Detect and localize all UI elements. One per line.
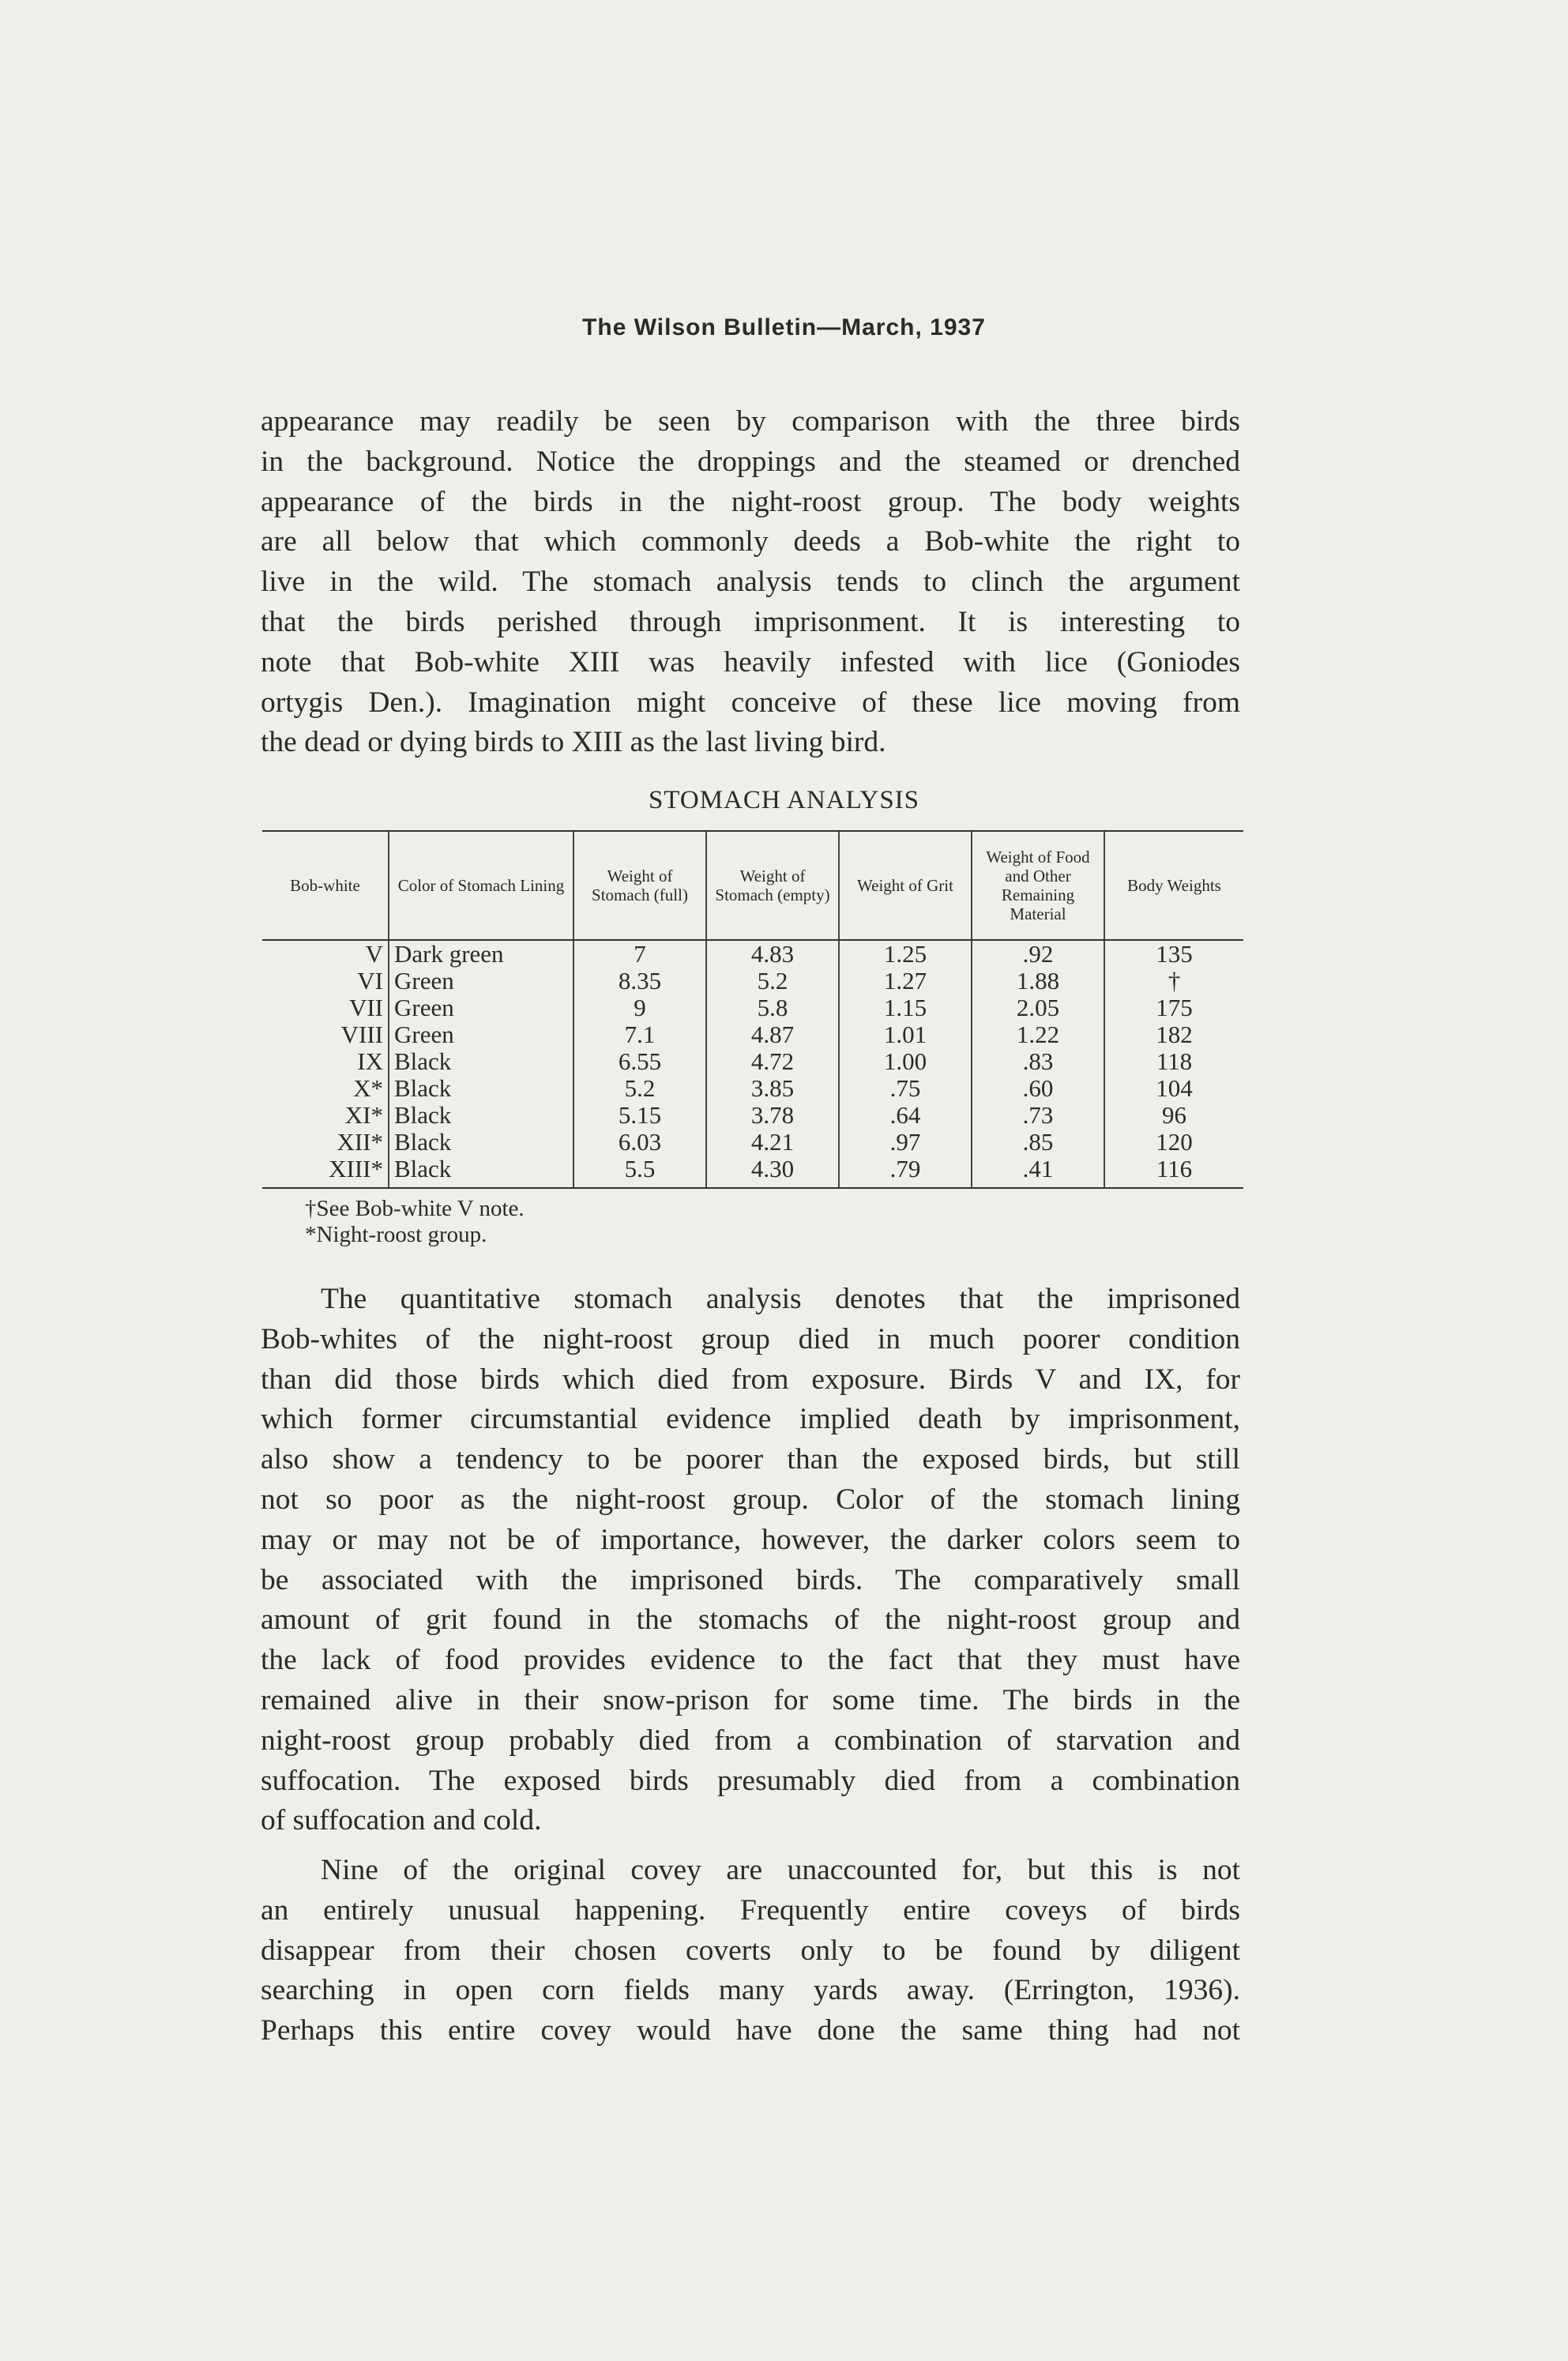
- table-cell: 104: [1104, 1075, 1243, 1102]
- table-cell: 3.85: [706, 1075, 839, 1102]
- text-line: not so poor as the night-roost group. Color of the stomach lining: [261, 1483, 1240, 1516]
- table-cell: VII: [348, 994, 383, 1021]
- table-cell: .60: [972, 1075, 1104, 1102]
- table-cell: Green: [389, 994, 573, 1021]
- table-cell: 6.03: [573, 1129, 706, 1156]
- text-line: of suffocation and cold.: [261, 1804, 542, 1837]
- table-cell: Black: [389, 1156, 573, 1188]
- text-line: disappear from their chosen coverts only to be found by diligent: [261, 1934, 1240, 1967]
- table-cell: Green: [389, 1021, 573, 1048]
- table-cell: VI: [357, 967, 383, 994]
- table-cell: 9: [573, 994, 706, 1021]
- table-row: [262, 1048, 1243, 1075]
- text-line: that the birds perished through imprisonment. It is interesting to: [261, 605, 1240, 638]
- table-cell: †: [1104, 968, 1243, 994]
- table-cell: 120: [1104, 1129, 1243, 1156]
- table-row: [262, 968, 1243, 994]
- table-cell: 5.2: [706, 968, 839, 994]
- table-row: [262, 1102, 1243, 1129]
- table-cell: .85: [972, 1129, 1104, 1156]
- table-cell: X*: [353, 1074, 383, 1102]
- table-footnotes: [305, 1196, 525, 1248]
- text-line: the lack of food provides evidence to the fact that they must have: [261, 1644, 1240, 1677]
- table-cell: 118: [1104, 1048, 1243, 1075]
- table-cell: 5.8: [706, 994, 839, 1021]
- text-line: ortygis Den.). Imagination might conceive of these lice moving from: [261, 686, 1240, 719]
- text-line: also show a tendency to be poorer than the exposed birds, but still: [261, 1443, 1240, 1476]
- table-cell: V: [365, 940, 383, 968]
- column-header: Weight of Food and Other Remaining Material: [972, 831, 1104, 940]
- text-line: an entirely unusual happening. Frequently entire coveys of birds: [261, 1893, 1240, 1927]
- column-header: Body Weights: [1104, 831, 1243, 940]
- table-row: [262, 994, 1243, 1021]
- table-cell: 8.35: [573, 968, 706, 994]
- table-cell: .92: [972, 940, 1104, 968]
- table-cell: 96: [1104, 1102, 1243, 1129]
- table-cell: 4.83: [706, 940, 839, 968]
- table-cell: Black: [389, 1129, 573, 1156]
- column-header: Bob-white: [262, 831, 389, 940]
- table-cell: 5.5: [573, 1156, 706, 1188]
- table-cell: Green: [389, 968, 573, 994]
- column-header: Weight of Stomach (full): [573, 831, 706, 940]
- text-line: The quantitative stomach analysis denotes that the imprisoned: [321, 1283, 1240, 1315]
- table-cell: Black: [389, 1048, 573, 1075]
- table-cell: .75: [839, 1075, 972, 1102]
- intro-paragraph: [261, 402, 1240, 763]
- covey-paragraph: [261, 1851, 1240, 2051]
- column-header: Color of Stomach Lining: [389, 831, 573, 940]
- table-row: [262, 1156, 1243, 1188]
- table-cell: 175: [1104, 994, 1243, 1021]
- table-row: [262, 1075, 1243, 1102]
- table-cell: .73: [972, 1102, 1104, 1129]
- table-cell: 1.01: [839, 1021, 972, 1048]
- table-cell: 1.88: [972, 968, 1104, 994]
- text-line: amount of grit found in the stomachs of the night-roost group and: [261, 1603, 1240, 1637]
- table-cell: 4.30: [706, 1156, 839, 1188]
- table-cell: 5.15: [573, 1102, 706, 1129]
- table-cell: 2.05: [972, 994, 1104, 1021]
- table-row: [262, 1021, 1243, 1048]
- table-cell: 1.25: [839, 940, 972, 968]
- table-cell: Black: [389, 1075, 573, 1102]
- table-cell: 4.21: [706, 1129, 839, 1156]
- table-cell: 3.78: [706, 1102, 839, 1129]
- text-line: searching in open corn fields many yards away. (Errington, 1936).: [261, 1974, 1240, 2007]
- text-line: night-roost group probably died from a combination of starvation and: [261, 1724, 1240, 1757]
- table-cell: XI*: [344, 1101, 383, 1129]
- table-cell: 4.72: [706, 1048, 839, 1075]
- table-row: [262, 940, 1243, 968]
- table-title: STOMACH ANALYSIS: [648, 786, 920, 814]
- text-line: Perhaps this entire covey would have done the same thing had not: [261, 2014, 1240, 2047]
- text-line: remained alive in their snow-prison for some time. The birds in the: [261, 1683, 1240, 1716]
- table-cell: 1.15: [839, 994, 972, 1021]
- table-cell: 1.00: [839, 1048, 972, 1075]
- table-cell: IX: [357, 1047, 383, 1075]
- text-line: in the background. Notice the droppings and the steamed or drenched: [261, 445, 1240, 478]
- table-cell: 7: [573, 940, 706, 968]
- text-line: be associated with the imprisoned birds. The comparatively small: [261, 1563, 1240, 1596]
- column-header: Weight of Grit: [839, 831, 972, 940]
- running-head: The Wilson Bulletin—March, 1937: [582, 314, 986, 340]
- table-cell: .97: [839, 1129, 972, 1156]
- stomach-analysis-table: [262, 830, 1243, 1189]
- table-cell: XII*: [337, 1128, 383, 1156]
- table-row: [262, 1129, 1243, 1156]
- table-cell: .83: [972, 1048, 1104, 1075]
- text-line: may or may not be of importance, however, the darker colors seem to: [261, 1523, 1240, 1556]
- analysis-paragraph: [261, 1280, 1240, 1841]
- text-line: live in the wild. The stomach analysis tends to clinch the argument: [261, 566, 1240, 599]
- column-header: Weight of Stomach (empty): [706, 831, 839, 940]
- table-cell: VIII: [340, 1021, 383, 1048]
- table-cell: 7.1: [573, 1021, 706, 1048]
- text-line: note that Bob-white XIII was heavily infested with lice (Goniodes: [261, 645, 1240, 679]
- table-cell: 4.87: [706, 1021, 839, 1048]
- text-line: appearance of the birds in the night-roost group. The body weights: [261, 485, 1240, 518]
- table-cell: XIII*: [262, 1156, 389, 1188]
- table-cell: 5.2: [573, 1075, 706, 1102]
- table-cell: 182: [1104, 1021, 1243, 1048]
- text-line: the dead or dying birds to XIII as the last living bird.: [261, 726, 886, 759]
- text-line: are all below that which commonly deeds a Bob-white the right to: [261, 525, 1240, 558]
- table-cell: Black: [389, 1102, 573, 1129]
- table-cell: 1.27: [839, 968, 972, 994]
- table-cell: 6.55: [573, 1048, 706, 1075]
- table-cell: Dark green: [389, 940, 573, 968]
- text-line: which former circumstantial evidence implied death by imprisonment,: [261, 1403, 1240, 1436]
- text-line: suffocation. The exposed birds presumably died from a combination: [261, 1764, 1240, 1797]
- text-line: appearance may readily be seen by comparison with the three birds: [261, 405, 1240, 438]
- footnote-asterisk: *Night-roost group.: [305, 1222, 487, 1247]
- footnote-dagger: †See Bob-white V note.: [305, 1196, 525, 1221]
- text-line: Nine of the original covey are unaccounted for, but this is not: [321, 1854, 1240, 1886]
- table-cell: 1.22: [972, 1021, 1104, 1048]
- text-line: Bob-whites of the night-roost group died in much poorer condition: [261, 1322, 1240, 1355]
- table-cell: .79: [839, 1156, 972, 1188]
- table-cell: 116: [1104, 1156, 1243, 1188]
- table-header-row: [262, 831, 1243, 940]
- table-cell: 135: [1104, 940, 1243, 968]
- table-cell: .64: [839, 1102, 972, 1129]
- text-line: than did those birds which died from exposure. Birds V and IX, for: [261, 1363, 1240, 1396]
- table-cell: .41: [972, 1156, 1104, 1188]
